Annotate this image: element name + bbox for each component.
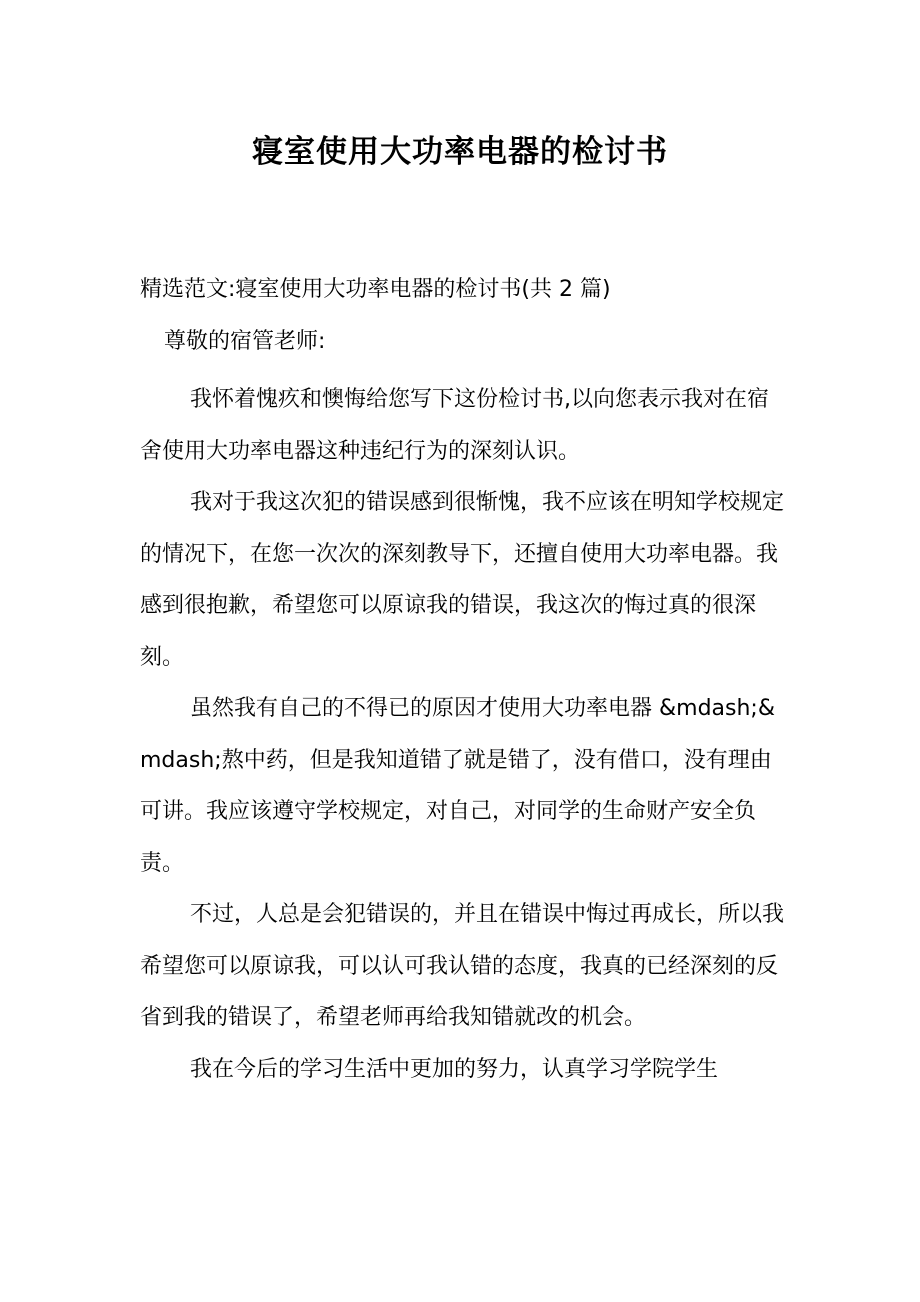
document-subtitle: 精选范文:寝室使用大功率电器的检讨书(共 2 篇): [140, 277, 611, 302]
paragraph: 我在今后的学习生活中更加的努力，认真学习学院学生: [190, 1056, 719, 1082]
paragraph: 我怀着愧疚和懊悔给您写下这份检讨书,以向您表示我对在宿舍使用大功率电器这种违纪行为的深刻认识。: [140, 387, 769, 464]
paragraph: 不过，人总是会犯错误的，并且在错误中悔过再成长，所以我希望您可以原谅我，可以认可我认错的态度，我真的已经深刻的反省到我的错误了，希望老师再给我知错就改的机会。: [140, 902, 785, 1030]
document-title: 寝室使用大功率电器的检讨书: [252, 134, 668, 170]
paragraph: 虽然我有自己的不得已的原因才使用大功率电器 &mdash;&mdash;熬中药，但是我知道错了就是错了，没有借口，没有理由可讲。我应该遵守学校规定，对自己，对同学的生命财产安全负责。: [140, 696, 775, 876]
salutation: 尊敬的宿管老师:: [164, 329, 326, 354]
document-body: [140, 374, 786, 1095]
paragraph: 我对于我这次犯的错误感到很惭愧，我不应该在明知学校规定的情况下，在您一次次的深刻教导下，还擅自使用大功率电器。我感到很抱歉，希望您可以原谅我的错误，我这次的悔过真的很深刻。: [140, 490, 785, 670]
